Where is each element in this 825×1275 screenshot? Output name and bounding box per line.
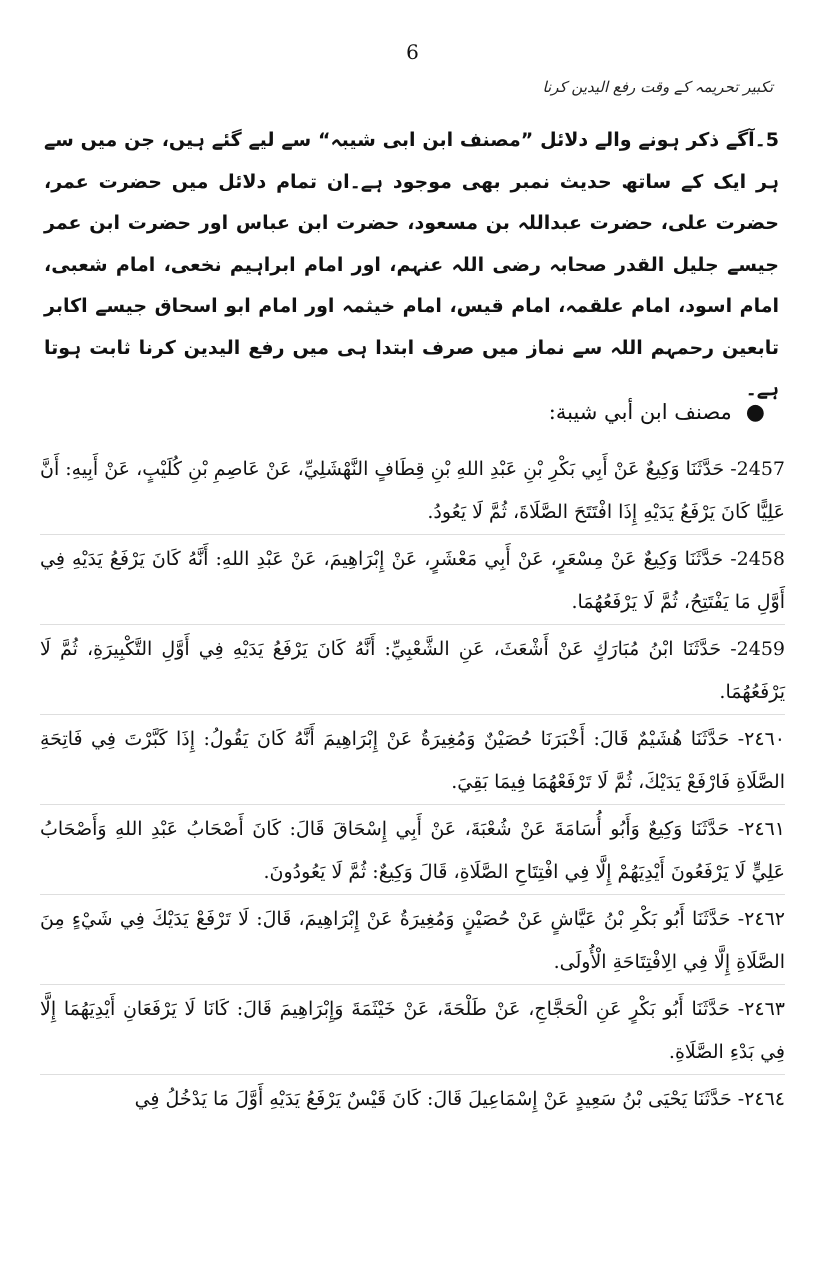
page-number: 6 <box>406 40 419 64</box>
hadith-number: ٢٤٦٣ <box>744 998 785 1020</box>
hadith-number: ٢٤٦٤ <box>744 1088 785 1110</box>
hadith-text: - حَدَّثَنَا يَحْيَى بْنُ سَعِيدٍ عَنْ إِسْمَاعِيلَ قَالَ: كَانَ قَيْسٌ يَرْفَعُ يَدَيْهِ أَوَّلَ مَا يَدْخُلُ فِي <box>134 1088 745 1110</box>
hadith-number: 2458 <box>736 548 785 570</box>
hadith-2463 <box>40 988 785 1075</box>
hadith-number: ٢٤٦٠ <box>744 728 785 750</box>
hadith-2462 <box>40 898 785 985</box>
hadith-text: - حَدَّثَنَا وَكِيعٌ وَأَبُو أُسَامَةَ عَنْ شُعْبَةَ، عَنْ أَبِي إِسْحَاقَ قَالَ: كَانَ أَصْحَابُ عَبْدِ اللهِ وَأَصْحَابُ عَلِيٍّ لَا يَرْفَعُونَ أَيْدِيَهُمْ إِلَّا فِي افْتِتَاحِ الصَّلَاةِ، قَالَ وَكِيعٌ: ثُمَّ لَا يَعُودُونَ. <box>40 818 785 883</box>
running-header: تکبیر تحریمہ کے وقت رفع الیدین کرنا <box>542 78 773 96</box>
bullet-icon: ● <box>745 400 765 425</box>
hadith-2459 <box>40 628 785 715</box>
hadith-text: - حَدَّثَنَا أَبُو بَكْرِ بْنُ عَيَّاشٍ عَنْ حُصَيْنٍ وَمُغِيرَةُ عَنْ إِبْرَاهِيمَ، قَالَ: لَا تَرْفَعْ يَدَيْكَ فِي شَيْءٍ مِنَ الصَّلَاةِ إِلَّا فِي الِافْتِتَاحَةِ الْأُولَى. <box>40 908 785 973</box>
hadith-2460 <box>40 718 785 805</box>
hadith-text: - حَدَّثَنَا وَكِيعٌ عَنْ أَبِي بَكْرِ بْنِ عَبْدِ اللهِ بْنِ قِطَافٍ النَّهْشَلِيِّ، عَنْ عَاصِمِ بْنِ كُلَيْبٍ، عَنْ أَبِيهِ: أَنَّ عَلِيًّا كَانَ يَرْفَعُ يَدَيْهِ إِذَا افْتَتَحَ الصَّلَاةَ، ثُمَّ لَا يَعُودُ. <box>40 458 785 523</box>
hadith-list <box>40 448 785 1124</box>
hadith-2457 <box>40 448 785 535</box>
hadith-text: - حَدَّثَنَا وَكِيعٌ عَنْ مِسْعَرٍ، عَنْ أَبِي مَعْشَرٍ، عَنْ إِبْرَاهِيمَ، عَنْ عَبْدِ اللهِ: أَنَّهُ كَانَ يَرْفَعُ يَدَيْهِ فِي أَوَّلِ مَا يَفْتَتِحُ، ثُمَّ لَا يَرْفَعُهُمَا. <box>40 548 785 613</box>
intro-paragraph: 5۔آگے ذکر ہونے والے دلائل ”مصنف ابن ابی شیبہ“ سے لیے گئے ہیں، جن میں سے ہر ایک کے ساتھ حدیث نمبر بھی موجود ہے۔ان تمام دلائل میں حضرت عمر، حضرت علی، حضرت عبداللہ بن مسعود، حضرت ابن عباس اور حضرت ابن عمر جیسے جلیل القدر صحابہ رضی اللہ عنہم، اور امام ابراہیم نخعی، امام شعبی، امام اسود، امام علقمہ، امام قیس، امام خیثمہ اور امام ابو اسحاق جیسے اکابر تابعین رحمہم اللہ سے نماز میں صرف ابتدا ہی میں رفع الیدین کرنا ثابت ہوتا ہے۔ <box>44 129 779 400</box>
hadith-2458 <box>40 538 785 625</box>
hadith-number: ٢٤٦٢ <box>744 908 785 930</box>
hadith-text: - حَدَّثَنَا ابْنُ مُبَارَكٍ عَنْ أَشْعَثَ، عَنِ الشَّعْبِيِّ: أَنَّهُ كَانَ يَرْفَعُ يَدَيْهِ فِي أَوَّلِ التَّكْبِيرَةِ، ثُمَّ لَا يَرْفَعُهُمَا. <box>40 638 785 703</box>
hadith-2461 <box>40 808 785 895</box>
source-title: مصنف ابن أبي شيبة: <box>548 400 732 424</box>
hadith-number: ٢٤٦١ <box>744 818 785 840</box>
hadith-number: 2457 <box>736 458 785 480</box>
source-heading <box>165 400 765 425</box>
hadith-2464 <box>40 1078 785 1121</box>
hadith-text: - حَدَّثَنَا أَبُو بَكْرٍ عَنِ الْحَجَّاجِ، عَنْ طَلْحَةَ، عَنْ خَيْثَمَةَ وَإِبْرَاهِيمَ قَالَ: كَانَا لَا يَرْفَعَانِ أَيْدِيَهُمَا إِلَّا فِي بَدْءِ الصَّلَاةِ. <box>40 998 785 1063</box>
hadith-text: - حَدَّثَنَا هُشَيْمٌ قَالَ: أَخْبَرَنَا حُصَيْنٌ وَمُغِيرَةُ عَنْ إِبْرَاهِيمَ أَنَّهُ كَانَ يَقُولُ: إِذَا كَبَّرْتَ فِي فَاتِحَةِ الصَّلَاةِ فَارْفَعْ يَدَيْكَ، ثُمَّ لَا تَرْفَعْهُمَا فِيمَا بَقِيَ. <box>40 728 785 793</box>
hadith-number: 2459 <box>736 638 785 660</box>
